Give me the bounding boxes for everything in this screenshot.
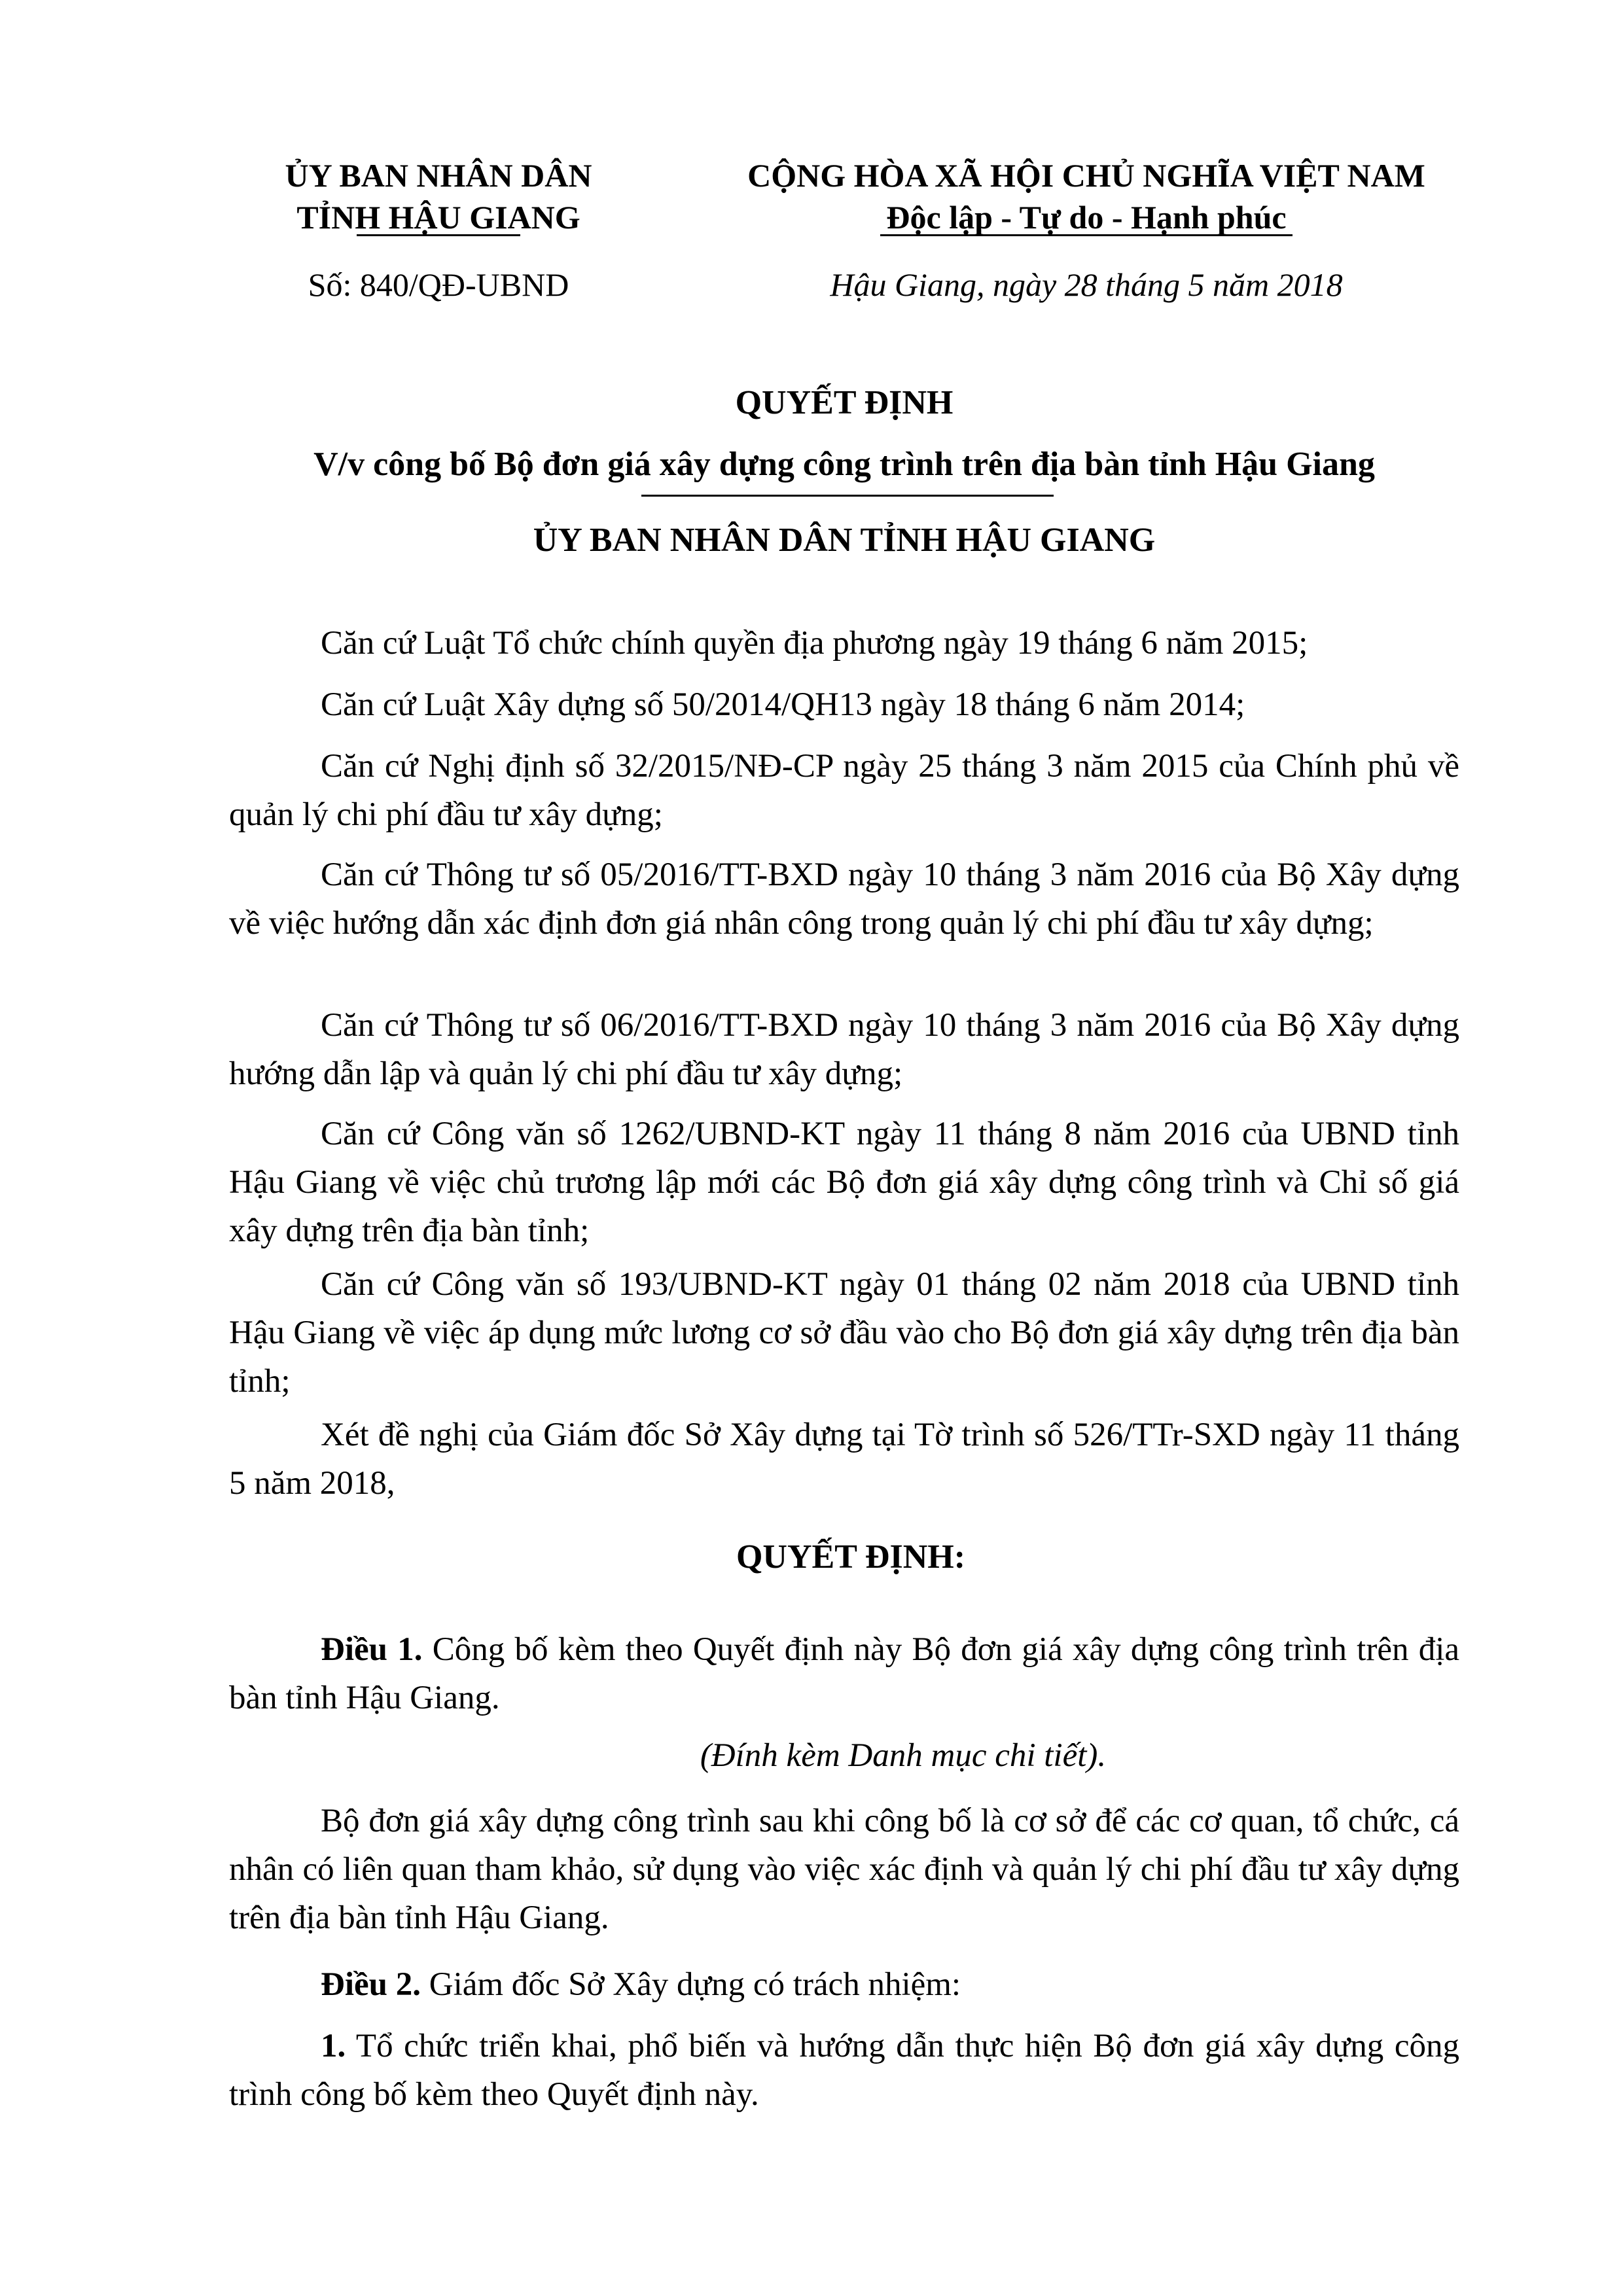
article-1 [229, 1625, 1459, 1722]
article-1-label: Điều 1. [321, 1631, 423, 1668]
legal-basis-1: Căn cứ Luật Tổ chức chính quyền địa phương ngày 19 tháng 6 năm 2015; [321, 625, 1308, 662]
decision-title: QUYẾT ĐỊNH [735, 384, 954, 421]
legal-basis-4: Căn cứ Thông tư số 05/2016/TT-BXD ngày 10 tháng 3 năm 2016 của Bộ Xây dựng về việc hướng dẫn xác định đơn giá nhân công trong quản lý chi phí đầu tư xây dựng; [229, 857, 1459, 942]
legal-basis-8: Xét đề nghị của Giám đốc Sở Xây dựng tại Tờ trình số 526/TTr-SXD ngày 11 tháng 5 năm 2018, [229, 1417, 1459, 1502]
issuer-title: ỦY BAN NHÂN DÂN TỈNH HẬU GIANG [533, 521, 1156, 559]
subject-underline [641, 495, 1054, 497]
decision-heading: QUYẾT ĐỊNH: [736, 1538, 966, 1576]
agency-name-line2: TỈNH HẬU GIANG [296, 199, 580, 236]
article-2-item-1 [229, 2022, 1459, 2119]
article-2-item-1-text: Tổ chức triển khai, phổ biến và hướng dẫn thực hiện Bộ đơn giá xây dựng công trình công bố kèm theo Quyết định này. [229, 2028, 1459, 2113]
document-number: Số: 840/QĐ-UBND [308, 266, 569, 303]
national-motto: Độc lập - Tự do - Hạnh phúc [886, 199, 1287, 236]
national-title-block [694, 154, 1479, 306]
legal-basis-7: Căn cứ Công văn số 193/UBND-KT ngày 01 tháng 02 năm 2018 của UBND tỉnh Hậu Giang về việc áp dụng mức lương cơ sở đầu vào cho Bộ đơn giá xây dựng trên địa bàn tỉnh; [229, 1266, 1459, 1400]
article-1-paragraph-2: Bộ đơn giá xây dựng công trình sau khi công bố là cơ sở để các cơ quan, tổ chức, cá nhân có liên quan tham khảo, sử dụng vào việc xác định và quản lý chi phí đầu tư xây dựng trên địa bàn tỉnh Hậu Giang. [229, 1803, 1459, 1936]
article-2-label: Điều 2. [321, 1966, 421, 2003]
place-and-date: Hậu Giang, ngày 28 tháng 5 năm 2018 [830, 266, 1343, 303]
article-2 [229, 1960, 1459, 2009]
article-1-text: Công bố kèm theo Quyết định này Bộ đơn giá xây dựng công trình trên địa bàn tỉnh Hậu Giang. [229, 1631, 1460, 1716]
agency-name-line1: ỦY BAN NHÂN DÂN [285, 157, 592, 194]
legal-basis-6: Căn cứ Công văn số 1262/UBND-KT ngày 11 tháng 8 năm 2016 của UBND tỉnh Hậu Giang về việc chủ trương lập mới các Bộ đơn giá xây dựng công trình và Chỉ số giá xây dựng trên địa bàn tỉnh; [229, 1116, 1459, 1249]
legal-basis-5: Căn cứ Thông tư số 06/2016/TT-BXD ngày 10 tháng 3 năm 2016 của Bộ Xây dựng hướng dẫn lập và quản lý chi phí đầu tư xây dựng; [229, 1007, 1459, 1092]
attachment-note: (Đính kèm Danh mục chi tiết). [700, 1737, 1107, 1774]
decision-subject: V/v công bố Bộ đơn giá xây dựng công trình trên địa bàn tỉnh Hậu Giang [313, 446, 1375, 483]
country-name: CỘNG HÒA XÃ HỘI CHỦ NGHĨA VIỆT NAM [747, 157, 1425, 194]
legal-basis-2: Căn cứ Luật Xây dựng số 50/2014/QH13 ngày 18 tháng 6 năm 2014; [321, 686, 1245, 723]
legal-basis-3: Căn cứ Nghị định số 32/2015/NĐ-CP ngày 25 tháng 3 năm 2015 của Chính phủ về quản lý chi phí đầu tư xây dựng; [229, 748, 1459, 833]
article-2-item-1-label: 1. [321, 2028, 346, 2064]
issuing-agency-block [242, 154, 635, 306]
article-2-text: Giám đốc Sở Xây dựng có trách nhiệm: [421, 1966, 961, 2003]
